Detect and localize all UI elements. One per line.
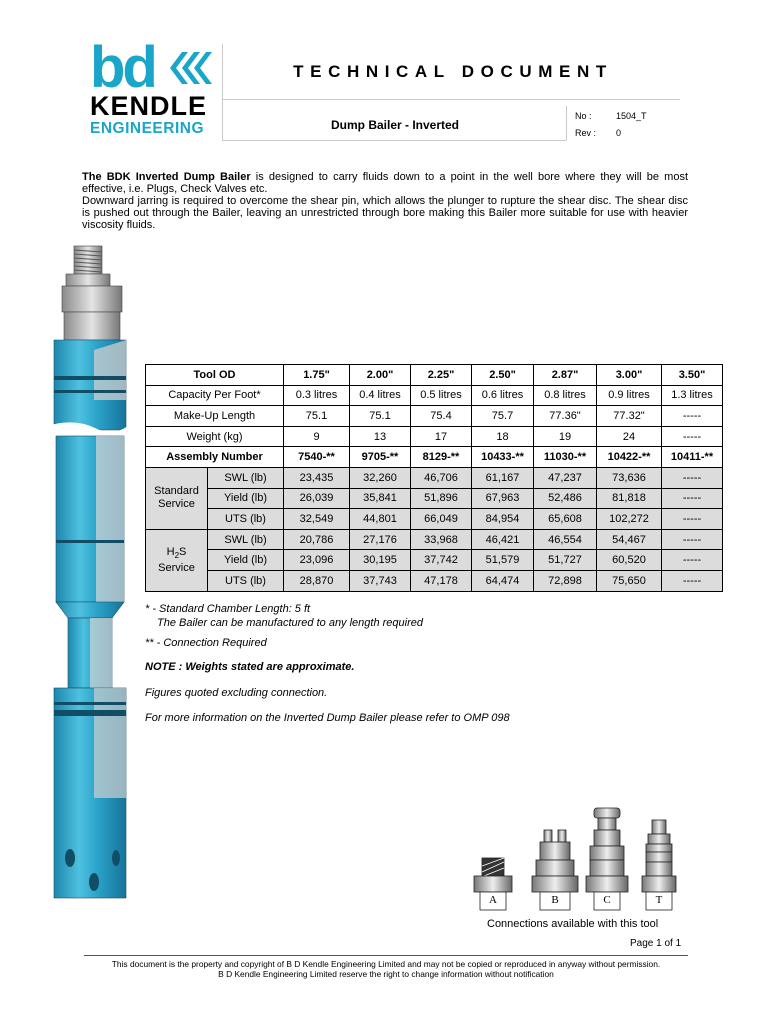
table-cell: 52,486 (534, 488, 597, 509)
footer-copyright (84, 959, 688, 979)
table-cell: 51,727 (534, 550, 597, 571)
table-row (146, 385, 723, 406)
table-cell: ----- (662, 529, 723, 550)
table-cell: 27,176 (350, 529, 411, 550)
footer-divider (84, 955, 688, 956)
table-cell: 10422-** (597, 447, 662, 468)
note-reference: For more information on the Inverted Dump Bailer please refer to OMP 098 (145, 712, 510, 724)
table-cell: 0.8 litres (534, 385, 597, 406)
row-label: UTS (lb) (208, 570, 284, 591)
logo-company: KENDLE (90, 91, 208, 121)
header-cell: 3.50" (662, 365, 723, 386)
connection-label-b: B (551, 894, 559, 906)
table-cell: 11030-** (534, 447, 597, 468)
table-cell: 28,870 (284, 570, 350, 591)
group-label-h: H (166, 545, 175, 558)
table-cell: 102,272 (597, 509, 662, 530)
logo-chevrons-icon (168, 50, 214, 86)
table-cell: 0.6 litres (472, 385, 534, 406)
page-number: Page 1 of 1 (630, 938, 682, 949)
table-cell: 84,954 (472, 509, 534, 530)
group-label-sub: 2 (174, 550, 180, 560)
header-cell: 2.50" (472, 365, 534, 386)
row-label: Make-Up Length (146, 406, 284, 427)
table-cell: 65,608 (534, 509, 597, 530)
table-cell: 61,167 (472, 467, 534, 488)
table-cell: 32,549 (284, 509, 350, 530)
table-cell: 46,706 (411, 467, 472, 488)
document-title: TECHNICAL DOCUMENT (293, 62, 613, 81)
table-cell: 23,435 (284, 467, 350, 488)
table-cell: 75.1 (350, 406, 411, 427)
intro-paragraph-1 (82, 171, 688, 195)
connection-label-a: A (489, 894, 497, 906)
connections-caption: Connections available with this tool (487, 918, 659, 930)
table-cell: 75.1 (284, 406, 350, 427)
table-cell: 20,786 (284, 529, 350, 550)
table-cell: 75,650 (597, 570, 662, 591)
table-cell: 77.32" (597, 406, 662, 427)
table-cell: 77.36" (534, 406, 597, 427)
row-label: Assembly Number (146, 447, 284, 468)
table-cell: 32,260 (350, 467, 411, 488)
header-rule (222, 99, 680, 100)
doc-revision-value: 0 (616, 128, 622, 138)
table-row (146, 529, 723, 550)
connection-label-t: T (655, 894, 663, 906)
table-cell: 1.3 litres (662, 385, 723, 406)
group-label-standard (146, 467, 208, 529)
table-cell: 7540-** (284, 447, 350, 468)
table-cell: 35,841 (350, 488, 411, 509)
header-cell: 2.00" (350, 365, 411, 386)
table-cell: 0.4 litres (350, 385, 411, 406)
note-chamber-length: * - Standard Chamber Length: 5 ft (145, 603, 311, 615)
table-header-row (146, 365, 723, 386)
doc-number-value: 1504_T (616, 111, 647, 121)
row-label: Capacity Per Foot* (146, 385, 284, 406)
table-cell: 33,968 (411, 529, 472, 550)
table-cell: 81,818 (597, 488, 662, 509)
table-cell: 64,474 (472, 570, 534, 591)
table-cell: 9705-** (350, 447, 411, 468)
table-cell: 73,636 (597, 467, 662, 488)
table-cell: ----- (662, 488, 723, 509)
header-cell: 3.00" (597, 365, 662, 386)
table-row (146, 570, 723, 591)
table-row (146, 426, 723, 447)
table-cell: 24 (597, 426, 662, 447)
table-cell: 0.3 litres (284, 385, 350, 406)
connection-label-c: C (603, 894, 611, 906)
group-label-line: Service (158, 498, 195, 511)
note-weights: NOTE : Weights stated are approximate. (145, 661, 355, 673)
intro-paragraph-2: Downward jarring is required to overcome the shear pin, which allows the plunger to rupture the shear disc. The shear disc is pushed out through the Bailer, leaving an unrestricted through bore making this Bailer more suitable for use with heavier viscosity fluids. (82, 195, 688, 231)
table-cell: 13 (350, 426, 411, 447)
header-cell: 2.87" (534, 365, 597, 386)
table-row (146, 550, 723, 571)
footer-line-1: This document is the property and copyright of B D Kendle Engineering Limited and may not be copied or reproduced in anyway without permission. (111, 959, 661, 969)
group-label-line: Standard (154, 485, 199, 498)
logo-bd: bd (90, 35, 155, 100)
doc-revision-label: Rev : (575, 128, 597, 138)
header-cell: 1.75" (284, 365, 350, 386)
table-cell: 0.9 litres (597, 385, 662, 406)
table-cell: 17 (411, 426, 472, 447)
table-cell: 47,178 (411, 570, 472, 591)
table-row (146, 509, 723, 530)
table-cell: 19 (534, 426, 597, 447)
note-connection-required: ** - Connection Required (145, 637, 267, 649)
table-cell: 51,579 (472, 550, 534, 571)
row-label: UTS (lb) (208, 509, 284, 530)
row-label: SWL (lb) (208, 467, 284, 488)
table-cell: ----- (662, 570, 723, 591)
company-logo (88, 35, 216, 138)
table-cell: 8129-** (411, 447, 472, 468)
row-label: Yield (lb) (208, 550, 284, 571)
table-cell: ----- (662, 509, 723, 530)
group-label-h2s (146, 529, 208, 591)
table-cell: 10433-** (472, 447, 534, 468)
table-cell: 46,554 (534, 529, 597, 550)
table-cell: 9 (284, 426, 350, 447)
document-subject: Dump Bailer - Inverted (330, 118, 460, 132)
note-chamber-length-detail: The Bailer can be manufactured to any length required (157, 617, 423, 629)
table-cell: 10411-** (662, 447, 723, 468)
intro-lead-rest: is designed to carry fluids down to a point in the well bore where they will be most effective, i.e. Plugs, Check Valves etc. (82, 171, 689, 195)
group-label-line: Service (158, 561, 195, 574)
table-cell: 51,896 (411, 488, 472, 509)
table-cell: 60,520 (597, 550, 662, 571)
doc-number-label: No : (575, 111, 592, 121)
table-row (146, 447, 723, 468)
table-cell: 72,898 (534, 570, 597, 591)
spec-table (145, 364, 723, 592)
table-cell: 37,743 (350, 570, 411, 591)
table-cell: ----- (662, 426, 723, 447)
table-cell: 54,467 (597, 529, 662, 550)
table-cell: 23,096 (284, 550, 350, 571)
group-label-s: S (179, 545, 187, 558)
table-cell: 66,049 (411, 509, 472, 530)
table-cell: 0.5 litres (411, 385, 472, 406)
table-cell: 75.4 (411, 406, 472, 427)
dump-bailer-illustration (44, 240, 136, 910)
table-row (146, 488, 723, 509)
note-figures: Figures quoted excluding connection. (145, 687, 328, 699)
table-cell: 26,039 (284, 488, 350, 509)
table-cell: 37,742 (411, 550, 472, 571)
intro-text (82, 171, 688, 231)
table-row (146, 467, 723, 488)
header-meta-divider (566, 106, 567, 140)
row-label: SWL (lb) (208, 529, 284, 550)
header-cell: 2.25" (411, 365, 472, 386)
table-cell: 44,801 (350, 509, 411, 530)
table-cell: 47,237 (534, 467, 597, 488)
table-cell: ----- (662, 550, 723, 571)
header-rule-bottom (222, 140, 566, 141)
table-cell: 46,421 (472, 529, 534, 550)
table-cell: 75.7 (472, 406, 534, 427)
table-cell: ----- (662, 467, 723, 488)
table-cell: ----- (662, 406, 723, 427)
footer-line-2: B D Kendle Engineering Limited reserve the right to change information without notification (218, 969, 554, 979)
table-cell: 18 (472, 426, 534, 447)
table-row (146, 406, 723, 427)
table-cell: 67,963 (472, 488, 534, 509)
header-divider (222, 44, 223, 140)
intro-lead: The BDK Inverted Dump Bailer (82, 171, 251, 183)
row-label: Yield (lb) (208, 488, 284, 509)
row-label: Weight (kg) (146, 426, 284, 447)
logo-division: ENGINEERING (90, 120, 205, 137)
table-cell: 30,195 (350, 550, 411, 571)
header-cell: Tool OD (146, 365, 284, 386)
